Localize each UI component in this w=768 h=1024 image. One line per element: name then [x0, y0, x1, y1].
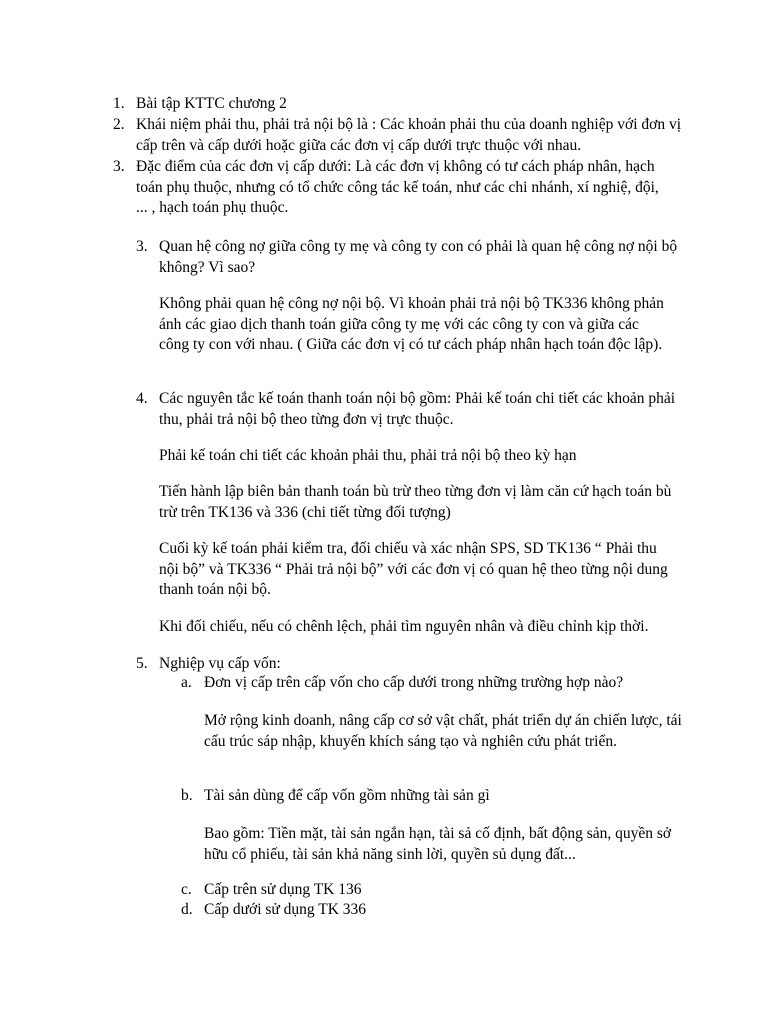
question-5b-answer: Bao gồm: Tiền mặt, tài sản ngắn hạn, tài sả cố định, bất động sản, quyền sở hữu cổ phiếu, tài sản khả năng sinh lời, quyền sủ dụng đất...: [204, 825, 672, 863]
list-item-title: Bài tập KTTC chương 2: [136, 95, 287, 112]
sub-item-letter: d.: [181, 901, 193, 918]
question-number: 3.: [136, 238, 148, 255]
question-3-text: Quan hệ công nợ giữa công ty mẹ và công ty con có phải là quan hệ công nợ nội bộ không? Vì sao?: [159, 238, 678, 276]
question-4-point-4: Khi đối chiếu, nếu có chênh lệch, phải tìm nguyên nhân và điều chỉnh kịp thời.: [159, 618, 649, 635]
question-4-point-1: Phải kế toán chi tiết các khoản phải thu, phải trả nội bộ theo kỳ hạn: [159, 447, 577, 464]
list-item-characteristics: Đặc điểm của các đơn vị cấp dưới: Là các đơn vị không có tư cách pháp nhân, hạch toán phụ thuộc, nhưng có tổ chức công tác kế toán, như các chi nhánh, xí nghiệ, đội, ... , hạch toán phụ thuộc.: [136, 158, 659, 216]
question-5b-text: Tài sản dùng để cấp vốn gồm những tài sản gì: [204, 787, 490, 804]
sub-item-letter: c.: [181, 881, 192, 898]
question-5a-answer: Mở rộng kinh doanh, nâng cấp cơ sở vật chất, phát triển dự án chiến lược, tái cấu trúc sáp nhập, khuyến khích sáng tạo và nghiên cứu phát triển.: [204, 712, 682, 750]
question-5a-text: Đơn vị cấp trên cấp vốn cho cấp dưới trong những trường hợp nào?: [204, 674, 624, 691]
list-item-definition: Khái niệm phải thu, phải trả nội bộ là : Các khoản phải thu của doanh nghiệp với đơn vị cấp trên và cấp dưới hoặc giữa các đơn vị cấp dưới trực thuộc với nhau.: [136, 116, 681, 154]
question-number: 5.: [136, 655, 148, 672]
list-number: 1.: [113, 95, 125, 112]
sub-item-letter: b.: [181, 787, 193, 804]
question-5-title: Nghiệp vụ cấp vốn:: [159, 655, 281, 672]
list-number: 3.: [113, 158, 125, 175]
question-number: 4.: [136, 390, 148, 407]
question-4-text: Các nguyên tắc kế toán thanh toán nội bộ gồm: Phải kế toán chi tiết các khoản phải thu, phải trả nội bộ theo từng đơn vị trực thuộc.: [159, 390, 676, 428]
list-number: 2.: [113, 116, 125, 133]
question-5d-text: Cấp dưới sử dụng TK 336: [204, 901, 367, 918]
question-4-point-2: Tiến hành lập biên bản thanh toán bù trừ theo từng đơn vị làm căn cứ hạch toán bù trừ trên TK136 và 336 (chi tiết từng đối tượng): [159, 483, 672, 521]
question-3-answer: Không phải quan hệ công nợ nội bộ. Vì khoản phải trả nội bộ TK336 không phản ánh các giao dịch thanh toán giữa công ty mẹ với các công ty con và giữa các công ty con với nhau. ( Giữa các đơn vị có tư cách pháp nhân hạch toán độc lập).: [159, 295, 664, 353]
question-4-point-3: Cuối kỳ kế toán phải kiểm tra, đối chiếu và xác nhận SPS, SD TK136 “ Phải thu nội bộ” và TK336 “ Phải trả nội bộ” với các đơn vị có quan hệ theo từng nội dung thanh toán nội bộ.: [159, 540, 668, 598]
sub-item-letter: a.: [181, 674, 192, 691]
question-5c-text: Cấp trên sử dụng TK 136: [204, 881, 362, 898]
